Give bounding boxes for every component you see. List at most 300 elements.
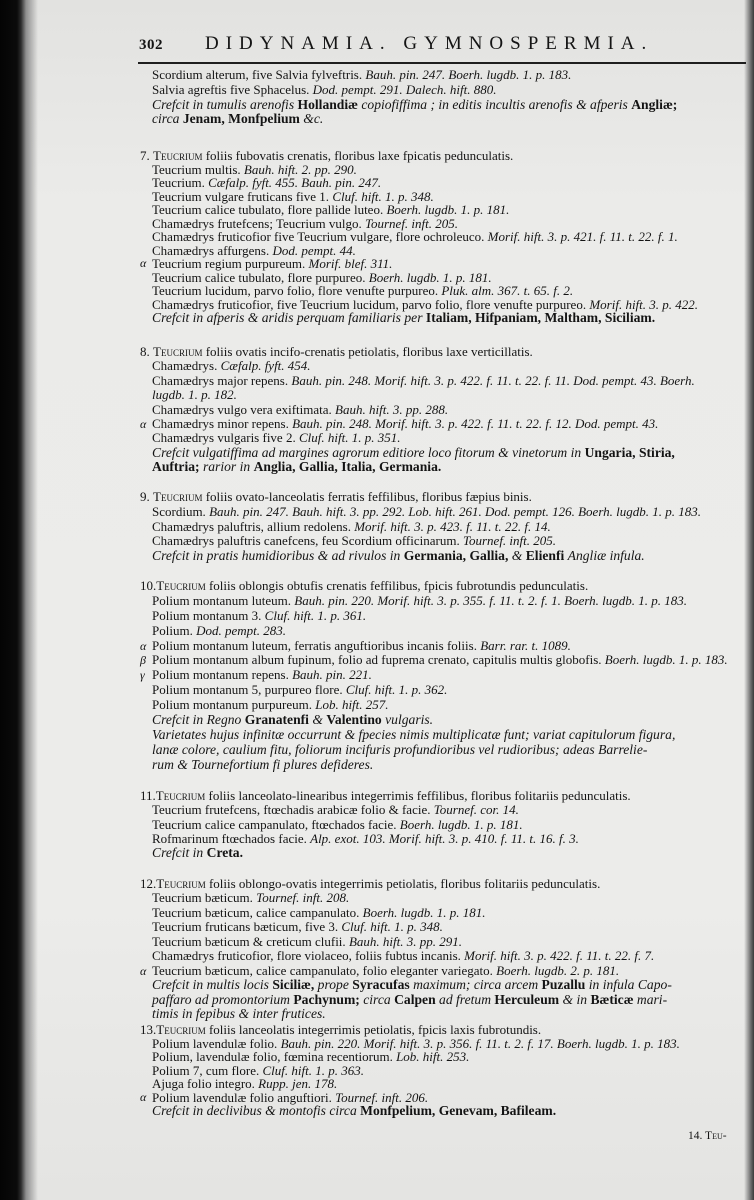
variety-marker: α (140, 1089, 147, 1104)
line-text (152, 244, 356, 258)
species-heading (140, 579, 744, 594)
roman-run: Polium lavendulæ folio anguftiori. (152, 1089, 336, 1105)
roman-run: Teucrium bæticum, calice campanulato. (152, 904, 363, 920)
line-text (152, 803, 519, 817)
variety-line (140, 417, 744, 431)
italic-run: Boerh. lugdb. 1. p. 181. (386, 202, 510, 217)
line-text (152, 653, 728, 668)
synonym-line (140, 818, 744, 832)
genus-name: Teucrium (155, 788, 206, 803)
line-text (140, 877, 600, 891)
italic-run: Lob. hift. 253. (396, 1049, 470, 1064)
variety-marker: α (140, 416, 147, 431)
italic-run: Cluf. hift. 1. p. 362. (345, 682, 448, 698)
italic-run: Cluf. hift. 1. p. 348. (332, 188, 434, 204)
italic-run: Boerh. lugdb. 1. p. 183. (604, 652, 728, 668)
line-text (152, 728, 675, 743)
roman-run: Creta. (206, 845, 243, 860)
synonym-line (140, 1064, 744, 1078)
habitat-line (140, 311, 744, 325)
roman-run: Chamædrys minor repens. (152, 415, 293, 431)
roman-run: Polium montanum luteum. (152, 592, 295, 608)
line-text (152, 446, 675, 460)
genus-name: Teucrium (156, 578, 206, 593)
line-text (152, 698, 389, 713)
roman-run: Chamædrys vulgo vera exiftimata. (152, 401, 336, 417)
line-text (152, 230, 678, 244)
roman-run: 13. (140, 1022, 157, 1037)
synonym-line (140, 698, 744, 713)
roman-run: Teucrium regium purpureum. (152, 256, 309, 271)
italic-run: mari- (636, 991, 668, 1007)
roman-run: Granatenfi (244, 712, 313, 728)
line-text (152, 1077, 337, 1091)
roman-run: 12. (140, 876, 157, 891)
genus-name: Teucrium (153, 344, 203, 359)
continuation-block (140, 68, 744, 127)
italic-run: Cluf. hift. 1. p. 351. (298, 430, 401, 446)
italic-run: Bauh. pin. 248. Morif. hift. 3. p. 422. f. 11. t. 22. f. 12. Dod. pempt. 43. (292, 415, 659, 431)
italic-run: Cæfalp. fyft. 455. Bauh. pin. 247. (208, 175, 382, 190)
synonym-line (140, 594, 744, 609)
italic-run: Tournef. inft. 205. (364, 215, 459, 231)
italic-run: Bauh. pin. 221. (292, 667, 372, 683)
synonym-line (140, 505, 744, 520)
italic-run: Morif. hift. 3. p. 421. f. 11. t. 22. f. 1. (487, 229, 678, 244)
line-text (152, 935, 462, 949)
roman-run: Monfpelium, Genevam, Bafileam. (360, 1103, 557, 1118)
italic-run: Lob. hift. 257. (315, 697, 389, 713)
species-entry (140, 490, 744, 564)
roman-run: Chamædrys fruticofior, flore violaceo, foliis fubtus incanis. (152, 948, 465, 964)
line-text (152, 176, 381, 190)
line-text (152, 624, 286, 639)
italic-run: ad fretum (439, 991, 495, 1007)
italic-run: lugdb. 1. p. 182. (152, 387, 237, 403)
roman-run: Teucrium bæticum, calice campanulato, folio eleganter variegato. (152, 962, 497, 978)
variety-marker: β (140, 653, 146, 668)
synonym-line (140, 203, 744, 217)
roman-run: Chamædrys paluftris, allium redolens. (152, 518, 355, 534)
line-text (152, 359, 311, 373)
roman-run: Polium lavendulæ folio. (152, 1035, 281, 1051)
line-text (152, 112, 323, 127)
italic-run: Crefcit in Regno (152, 712, 245, 728)
italic-run: Morif. hift. 3. p. 422. f. 11. t. 22. f. 7. (464, 948, 655, 964)
synonym-line (140, 935, 744, 949)
roman-run: Chamædrys affurgens. (152, 242, 273, 258)
variety-line (140, 639, 744, 654)
habitat-line (140, 846, 744, 860)
roman-run: Ungaria, Stiria, (584, 444, 675, 460)
note-line (140, 743, 744, 758)
italic-run: Bauh. pin. 248. Morif. hift. 3. p. 422. f. 11. t. 22. f. 11. Dod. pempt. 43. Boerh. (291, 372, 695, 388)
roman-run: Puzallu (541, 977, 589, 993)
roman-run: Elienfi (525, 548, 568, 563)
line-text (152, 298, 698, 312)
roman-run: Teucrium fruticans bæticum, five 3. (152, 919, 342, 935)
italic-run: Tournef. cor. 14. (433, 802, 519, 818)
roman-run: Polium montanum 3. (152, 607, 265, 623)
roman-run: Scordium alterum, five Salvia fylveftris. (152, 67, 366, 82)
italic-run: Tournef. inft. 206. (335, 1089, 429, 1105)
line-text (152, 818, 523, 832)
line-text (152, 217, 458, 231)
roman-run: Rofmarinum ftœchados facie. (152, 830, 311, 846)
synonym-line (140, 920, 744, 934)
synonym-line (140, 163, 744, 177)
synonym-line (140, 176, 744, 190)
synonym-line (140, 374, 744, 388)
roman-run: Hollandiæ (297, 96, 362, 112)
species-entry (140, 789, 744, 860)
roman-run: Valentino (326, 712, 386, 728)
synonym-line (140, 534, 744, 549)
roman-run: Teucrium bæticum & creticum clufii. (152, 933, 349, 949)
roman-run: Polium montanum album fupinum, folio ad fuprema crenato, capitulis multis globofis. (152, 652, 605, 668)
roman-run: Chamædrys paluftris canefcens, feu Scordium officinarum. (152, 533, 463, 549)
variety-line (140, 1091, 744, 1105)
synonym-line (140, 298, 744, 312)
line-text (152, 311, 655, 325)
genus-name: Teucrium (156, 1022, 206, 1037)
line-text (152, 549, 645, 564)
line-text (152, 846, 243, 860)
roman-run: Teucrium vulgare fruticans five 1. (152, 188, 333, 204)
italic-run: Cluf. hift. 1. p. 361. (264, 607, 367, 623)
line-text (152, 83, 496, 98)
catchword: 14. Teu- (688, 1130, 727, 1142)
line-text (140, 1023, 541, 1037)
synonym-line (140, 683, 744, 698)
synonym-line (140, 520, 744, 535)
synonym-line (140, 1050, 744, 1064)
note-line (140, 758, 744, 773)
line-text (152, 609, 366, 624)
line-text (152, 534, 556, 549)
roman-run: foliis lanceolatis integerrimis petiolatis, fpicis laxis fubrotundis. (205, 1022, 542, 1037)
italic-run: rarior in (202, 459, 254, 475)
line-text (152, 1007, 326, 1021)
roman-run: Polium montanum repens. (152, 667, 293, 683)
species-heading (140, 1023, 744, 1037)
italic-run: Morif. hift. 3. p. 422. (589, 296, 699, 312)
roman-run: Pachynum; (293, 991, 364, 1007)
roman-run: Calpen (394, 991, 440, 1007)
line-text (152, 505, 701, 520)
italic-run: Crefcit in pratis humidioribus & ad rivulos in (152, 548, 404, 563)
line-text (140, 579, 588, 594)
line-text (152, 388, 237, 402)
roman-run: Chamædrys frutefcens; Teucrium vulgo. (152, 215, 365, 231)
genus-name: Teucrium (156, 876, 206, 891)
italic-run: Crefcit in declivibus & montofis circa (152, 1103, 361, 1118)
synonym-line (140, 271, 744, 285)
roman-run: Polium. (152, 622, 197, 638)
italic-run: Dod. pempt. 283. (196, 622, 286, 638)
synonym-line (140, 230, 744, 244)
line-text (152, 203, 509, 217)
synonym-line (140, 832, 744, 846)
italic-run: Cæfalp. fyft. 454. (220, 358, 311, 374)
italic-run: Bauh. pin. 247. Boerh. lugdb. 1. p. 183. (365, 67, 572, 82)
species-heading (140, 789, 744, 803)
roman-run: foliis ovatis incifo-crenatis petiolatis, floribus laxe verticillatis. (202, 344, 533, 359)
italic-run: Crefcit in multis locis (152, 977, 273, 993)
line-text (152, 594, 687, 609)
synonym-line (140, 1037, 744, 1051)
habitat-line (140, 713, 744, 728)
roman-run: Chamædrys fruticofior, five Teucrium lucidum, parvo folio, flore venufte purpureo. (152, 296, 590, 312)
line-text (152, 431, 400, 445)
italic-run: Crefcit in (152, 845, 207, 860)
synonym-line (140, 83, 744, 98)
roman-run: Polium montanum purpureum. (152, 697, 316, 713)
variety-line (140, 257, 744, 271)
roman-run: Teucrium frutefcens, ftœchadis arabicæ folio & facie. (152, 802, 434, 818)
italic-run: circa (152, 111, 183, 127)
species-entry (140, 1023, 744, 1118)
line-text (152, 284, 573, 298)
italic-run: Angliæ infula. (567, 548, 645, 563)
line-text (152, 906, 486, 920)
italic-run: Crefcit vulgatiffima ad margines agrorum editiore loco fitorum & vinetorum in (152, 444, 585, 460)
species-entry (140, 149, 744, 325)
line-text (152, 257, 392, 271)
habitat-line (140, 978, 744, 992)
roman-run: Teucrium calice tubulato, flore purpureo. (152, 269, 369, 285)
genus-name: Teucrium (153, 148, 203, 163)
synonym-line (140, 388, 744, 402)
line-text (140, 345, 533, 359)
italic-run: Boerh. lugdb. 2. p. 181. (496, 962, 620, 978)
roman-run: Teucrium calice tubulato, flore pallide luteo. (152, 202, 387, 217)
italic-run: &c. (303, 111, 324, 127)
synonym-line (140, 431, 744, 445)
line-text (152, 668, 372, 683)
page-number: 302 (139, 37, 163, 53)
note-line (140, 728, 744, 743)
roman-run: Polium montanum 5, purpureo flore. (152, 682, 346, 698)
roman-run: Siciliæ, (272, 977, 318, 993)
italic-run: maximum; circa arcem (413, 977, 542, 993)
roman-run: Herculeum (494, 991, 563, 1007)
variety-marker: α (140, 963, 147, 978)
synonym-line (140, 284, 744, 298)
roman-run: 9. (140, 489, 153, 504)
roman-run: 7. (140, 148, 153, 163)
roman-run: Italiam, Hifpaniam, Maltham, Siciliam. (425, 310, 656, 325)
roman-run: Scordium. (152, 503, 210, 519)
italic-run: Bauh. hift. 2. pp. 290. (243, 161, 357, 177)
synonym-line (140, 244, 744, 258)
species-heading (140, 490, 744, 505)
roman-run: Teucrium multis. (152, 161, 244, 177)
line-text (152, 1091, 428, 1105)
line-text (152, 98, 677, 113)
line-text (152, 1050, 469, 1064)
line-text (152, 374, 695, 388)
roman-run: foliis oblongis obtufis crenatis feffilibus, fpicis fubrotundis pedunculatis. (205, 578, 589, 593)
italic-run: copiofiffima ; in editis incultis arenofis & afperis (361, 96, 632, 112)
line-text (152, 1064, 364, 1078)
species-entry (140, 877, 744, 1021)
line-text (152, 683, 447, 698)
italic-run: Cluf. hift. 1. p. 348. (341, 919, 443, 935)
line-text (140, 789, 631, 803)
italic-run: Barr. rar. t. 1089. (480, 637, 571, 653)
habitat-line (140, 993, 744, 1007)
line-text (152, 1104, 556, 1118)
italic-run: Cluf. hift. 1. p. 363. (262, 1062, 364, 1078)
synonym-line (140, 624, 744, 639)
synonym-line (140, 68, 744, 83)
italic-run: vulgaris. (385, 712, 434, 728)
synonym-line (140, 609, 744, 624)
italic-run: prope (317, 977, 353, 993)
italic-run: circa (363, 991, 395, 1007)
line-text (152, 460, 441, 474)
roman-run: Germania, Gallia, (403, 548, 512, 563)
roman-run: Teucrium lucidum, parvo folio, flore venufte purpureo. (152, 283, 442, 298)
italic-run: Crefcit in tumulis arenofis (152, 96, 298, 112)
synonym-line (140, 403, 744, 417)
line-text (152, 520, 551, 535)
species-entry (140, 579, 744, 773)
synonym-line (140, 891, 744, 905)
variety-line (140, 668, 744, 683)
variety-marker: α (140, 638, 147, 653)
line-text (152, 403, 448, 417)
line-text (152, 993, 667, 1007)
line-text (152, 639, 571, 654)
roman-run: Auftria; (152, 459, 203, 475)
variety-marker: γ (140, 668, 145, 683)
italic-run: Alp. exot. 103. Morif. hift. 3. p. 410. f. 11. t. 16. f. 3. (310, 830, 579, 846)
line-text (152, 163, 357, 177)
italic-run: Rupp. jen. 178. (258, 1076, 338, 1091)
synonym-line (140, 949, 744, 963)
italic-run: Tournef. inft. 205. (462, 533, 557, 549)
roman-run: 11. (140, 788, 156, 803)
roman-run: Teucrium calice campanulato, ftœchados facie. (152, 816, 400, 832)
line-text (152, 1037, 680, 1051)
italic-run: paffaro ad promontorium (152, 991, 294, 1007)
synonym-line (140, 190, 744, 204)
synonym-line (140, 359, 744, 373)
roman-run: Salvia agreftis five Sphacelus. (152, 81, 313, 97)
line-text (152, 713, 433, 728)
roman-run: Polium montanum luteum, ferratis anguftioribus incanis foliis. (152, 637, 481, 653)
roman-run: 8. (140, 344, 153, 359)
italic-run: Bauh. pin. 220. Morif. hift. 3. p. 355. f. 11. t. 2. f. 1. Boerh. lugdb. 1. p. 183. (294, 592, 688, 608)
habitat-line (140, 98, 744, 113)
variety-line (140, 653, 744, 668)
italic-run: lanæ colore, caulium fitu, foliorum incifuris profundioribus vel rudioribus; adeas Barrelie- (152, 741, 648, 757)
line-text (152, 891, 349, 905)
habitat-line (140, 112, 744, 127)
roman-run: Chamædrys fruticofior five Teucrium vulgare, flore ochroleuco. (152, 229, 488, 244)
italic-run: Dod. pempt. 44. (272, 242, 356, 258)
line-text (152, 190, 434, 204)
roman-run: Polium, lavendulæ folio, fœmina recentiorum. (152, 1049, 397, 1064)
genus-name: Teucrium (153, 489, 203, 504)
italic-run: Crefcit in afperis & aridis perquam familiaris per (152, 310, 426, 325)
roman-run: Teucrium. (152, 175, 209, 190)
roman-run: foliis ovato-lanceolatis ferratis feffilibus, floribus fæpius binis. (202, 489, 532, 504)
italic-run: Boerh. lugdb. 1. p. 181. (368, 269, 492, 285)
italic-run: Morif. blef. 311. (308, 256, 393, 271)
italic-run: Bauh. pin. 220. Morif. hift. 3. p. 356. f. 11. t. 2. f. 17. Boerh. lugdb. 1. p. 183. (280, 1035, 680, 1051)
roman-run: Teucrium bæticum. (152, 890, 257, 906)
habitat-line (140, 1104, 744, 1118)
italic-run: Pluk. alm. 367. t. 65. f. 2. (441, 283, 574, 298)
variety-line (140, 964, 744, 978)
italic-run: Tournef. inft. 208. (256, 890, 350, 906)
line-text (152, 271, 492, 285)
habitat-line (140, 446, 744, 460)
roman-run: Polium 7, cum flore. (152, 1062, 263, 1078)
italic-run: timis in fepibus & inter frutices. (152, 1005, 326, 1021)
roman-run: foliis oblongo-ovatis integerrimis petiolatis, floribus folitariis pedunculatis. (205, 876, 601, 891)
species-heading (140, 345, 744, 359)
line-text (152, 832, 579, 846)
line-text (152, 920, 443, 934)
italic-run: Bauh. hift. 3. pp. 288. (335, 401, 449, 417)
italic-run: Boerh. lugdb. 1. p. 181. (399, 816, 523, 832)
species-heading (140, 877, 744, 891)
italic-run: Bauh. pin. 247. Bauh. hift. 3. pp. 292. Lob. hift. 261. Dod. pempt. 126. Boerh. lugdb. 1. p. 183. (209, 503, 702, 519)
italic-run: Varietates hujus infinitæ occurrunt & fpecies nimis multiplicatæ funt; variat capitulorum figura, (152, 726, 676, 742)
synonym-line (140, 906, 744, 920)
roman-run: Angliæ; (631, 96, 678, 112)
synonym-line (140, 1077, 744, 1091)
line-text (152, 964, 619, 978)
running-head: DIDYNAMIA. GYMNOSPERMIA. (205, 33, 654, 54)
roman-run: Ajuga folio integro. (152, 1076, 259, 1091)
line-text (152, 68, 571, 83)
italic-run: Morif. hift. 3. p. 423. f. 11. t. 22. f. 14. (354, 518, 551, 534)
line-text (152, 978, 672, 992)
habitat-line (140, 1007, 744, 1021)
roman-run: Chamædrys major repens. (152, 372, 292, 388)
line-text (140, 149, 513, 163)
roman-run: foliis lanceolato-linearibus integerrimis feffilibus, floribus folitariis pedunculatis. (205, 788, 631, 803)
roman-run: 10. (140, 578, 157, 593)
roman-run: Jenam, Monfpelium (182, 111, 304, 127)
line-text (140, 490, 532, 505)
italic-run: rum & Tournefortium fi plures defideres. (152, 756, 374, 772)
italic-run: Boerh. lugdb. 1. p. 181. (362, 904, 486, 920)
synonym-line (140, 217, 744, 231)
roman-run: Bæticæ (590, 991, 637, 1007)
variety-marker: α (140, 256, 147, 270)
italic-run: & (312, 712, 327, 728)
italic-run: & (511, 548, 526, 563)
species-heading (140, 149, 744, 163)
roman-run: foliis fubovatis crenatis, floribus laxe fpicatis pedunculatis. (202, 148, 514, 163)
line-text (152, 949, 654, 963)
species-entry (140, 345, 744, 475)
italic-run: in infula Capo- (588, 977, 672, 993)
line-text (152, 417, 658, 431)
synonym-line (140, 803, 744, 817)
habitat-line (140, 460, 744, 474)
italic-run: Dod. pempt. 291. Dalech. hift. 880. (312, 81, 497, 97)
roman-run: Chamædrys. (152, 358, 221, 374)
roman-run: Syracufas (352, 977, 414, 993)
italic-run: Bauh. hift. 3. pp. 291. (348, 933, 462, 949)
